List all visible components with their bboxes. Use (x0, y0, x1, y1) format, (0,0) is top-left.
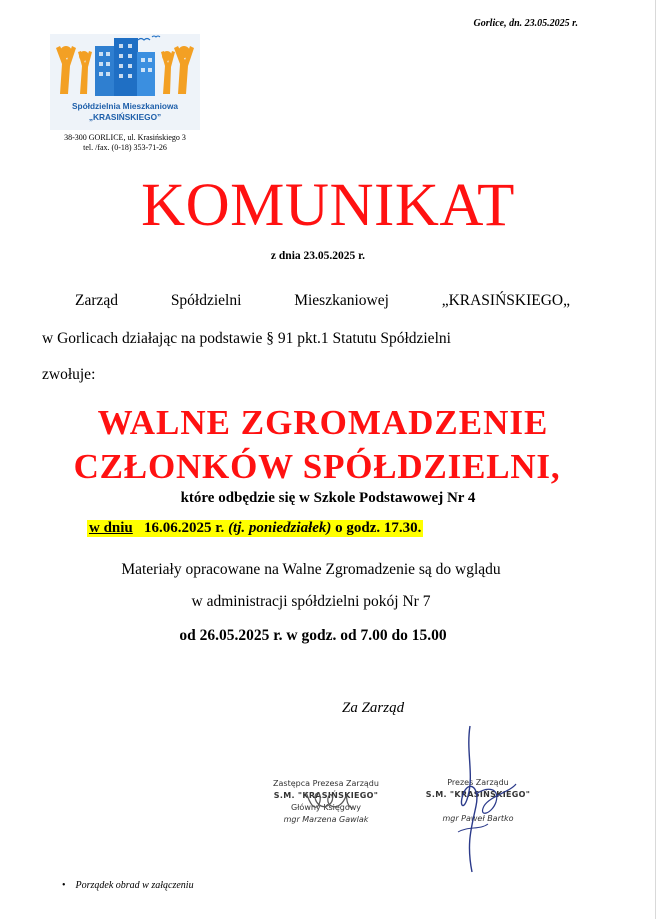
org-name-line1: Spółdzielnia Mieszkaniowa (71, 101, 179, 111)
logo-name (36, 101, 214, 123)
intro-word: Mieszkaniowej (294, 292, 389, 309)
org-address (36, 133, 214, 153)
intro-line3: zwołuje: (42, 366, 96, 383)
datetime-time: o godz. 17.30. (335, 520, 422, 536)
document-subtitle: z dnia 23.05.2025 r. (270, 250, 366, 262)
closing-text: Za Zarząd (342, 700, 405, 716)
stamp-org: S.M. "KRASIŃSKIEGO" (273, 791, 379, 800)
datetime-prefix: w dniu (89, 520, 133, 536)
materials-line1: Materiały opracowane na Walne Zgromadzenie są do wglądu (121, 561, 501, 578)
datetime-day: (tj. poniedziałek) (228, 520, 332, 536)
building-right (137, 52, 155, 96)
intro-line1 (75, 292, 570, 310)
address-line2: tel. /fax. (0-18) 353-71-26 (83, 143, 167, 152)
materials-line3: od 26.05.2025 r. w godz. od 7.00 do 15.00 (179, 627, 447, 644)
intro-word: Zarząd (75, 292, 119, 309)
stamp-person: mgr Paweł Bartko (442, 814, 514, 823)
venue-line: które odbędzie się w Szkole Podstawowej Nr 4 (180, 490, 476, 506)
stamp-org: S.M. "KRASIŃSKIEGO" (425, 790, 531, 799)
document-title: KOMUNIKAT (141, 172, 515, 239)
materials-line2: w administracji spółdzielni pokój Nr 7 (191, 593, 431, 610)
intro-word: „KRASIŃSKIEGO„ (441, 292, 570, 309)
heading-line2: CZŁONKÓW SPÓŁDZIELNI, (73, 447, 561, 486)
place-date: Gorlice, dn. 23.05.2025 r. (473, 18, 578, 29)
intro-word: Spółdzielni (170, 292, 242, 309)
org-name-line2: „KRASIŃSKIEGO” (88, 112, 162, 122)
stamp-person: mgr Marzena Gawlak (283, 815, 369, 824)
address-line1: 38-300 GORLICE, ul. Krasińskiego 3 (64, 133, 186, 142)
footer-text: Porządek obrad w załączeniu (75, 880, 194, 891)
signature-deputy (300, 784, 360, 822)
signature-president (418, 722, 526, 878)
datetime-date: 16.06.2025 r. (144, 520, 225, 536)
footer-note (62, 880, 194, 891)
intro-line2: w Gorlicach działając na podstawie § 91 pkt.1 Statutu Spółdzielni (42, 330, 451, 347)
stamp-title: Zastępca Prezesa Zarządu (273, 779, 379, 788)
heading-line1: WALNE ZGROMADZENIE (97, 403, 549, 442)
bullet-icon: • (62, 880, 66, 891)
building-mid (114, 38, 138, 96)
building-left (95, 46, 115, 96)
stamp-role: Główny Księgowy (290, 803, 362, 812)
meeting-datetime (87, 520, 423, 537)
stamp-title: Prezes Zarządu (447, 778, 509, 787)
